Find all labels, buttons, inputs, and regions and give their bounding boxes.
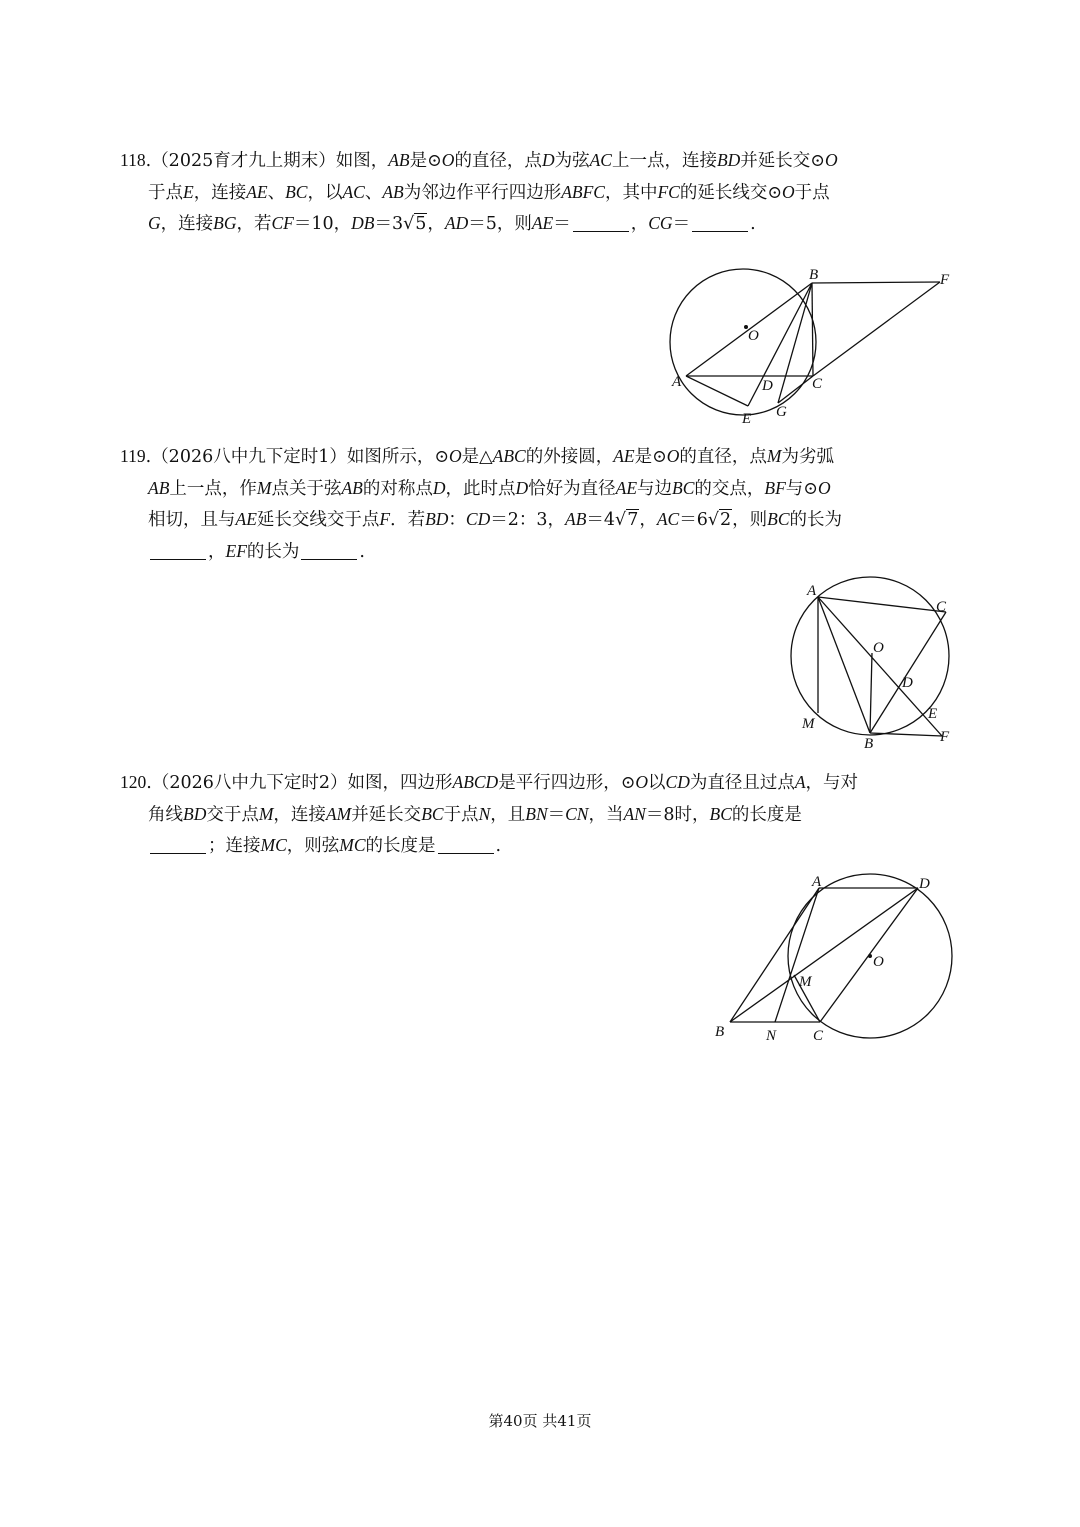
math: AC bbox=[656, 509, 680, 529]
text: 、 bbox=[364, 182, 383, 203]
text: 是平行四边形，⊙ bbox=[498, 773, 636, 793]
math: O bbox=[441, 150, 455, 170]
text: ，若 bbox=[236, 214, 272, 234]
math: M bbox=[258, 803, 274, 824]
segment-af bbox=[818, 597, 942, 736]
text: 角线 bbox=[148, 804, 183, 825]
label-e: E bbox=[928, 706, 938, 722]
radicand: 7 bbox=[627, 510, 639, 530]
label-m: M bbox=[802, 716, 815, 732]
label-a: A bbox=[807, 583, 817, 599]
label-f: F bbox=[940, 729, 950, 745]
segment-bo bbox=[870, 653, 872, 733]
math: AC bbox=[589, 150, 612, 170]
text: ＝10， bbox=[293, 214, 352, 234]
problem-line bbox=[120, 473, 965, 505]
math: DB bbox=[351, 213, 375, 233]
text: ， bbox=[630, 214, 649, 234]
text: ，且 bbox=[490, 804, 526, 825]
segment-an bbox=[775, 888, 819, 1022]
problem-source: （2026八中九下定时1） bbox=[151, 447, 347, 467]
label-o: O bbox=[873, 640, 884, 656]
text: 于点 bbox=[443, 804, 479, 825]
math: BC bbox=[767, 509, 790, 529]
label-c: C bbox=[936, 599, 947, 615]
text: ＝8时， bbox=[645, 804, 710, 825]
text: ，连接 bbox=[273, 804, 326, 825]
radicand: 5 bbox=[415, 214, 427, 234]
math: CF bbox=[271, 213, 294, 233]
text: 以 bbox=[648, 773, 666, 793]
sqrt-symbol: √2 bbox=[707, 510, 732, 530]
math: O bbox=[824, 150, 838, 170]
text: 是⊙ bbox=[634, 447, 667, 467]
math: O bbox=[635, 772, 649, 792]
math: BC bbox=[421, 803, 444, 824]
text: ，与对 bbox=[805, 773, 859, 793]
label-b: B bbox=[864, 736, 874, 752]
text: ＝4 bbox=[586, 510, 616, 530]
text: 的长为 bbox=[789, 510, 843, 530]
label-a: A bbox=[672, 374, 682, 390]
problem-source: （2026八中九下定时2） bbox=[151, 773, 348, 793]
text: 的直径，点 bbox=[454, 151, 542, 171]
math: M bbox=[766, 446, 782, 466]
text: 是△ bbox=[461, 447, 493, 467]
segment-ac bbox=[818, 597, 946, 612]
math: BC bbox=[709, 803, 732, 824]
text: ， bbox=[208, 541, 226, 562]
problem-line: 118.（2025育才九上期末）如图，AB是⊙O的直径，点D为弦AC上一点，连接BD并延长交⊙O bbox=[120, 150, 838, 171]
math: CN bbox=[565, 803, 589, 824]
text: ，其中 bbox=[604, 182, 658, 203]
text: 上一点，连接 bbox=[611, 151, 717, 171]
math: CD bbox=[665, 772, 690, 792]
math: A bbox=[794, 772, 806, 792]
math: G bbox=[148, 213, 161, 233]
text: ＝ bbox=[672, 214, 691, 234]
math: AD bbox=[444, 213, 469, 233]
text: 交于点 bbox=[206, 804, 259, 825]
answer-blank[interactable] bbox=[438, 835, 494, 854]
segment-cg bbox=[778, 376, 813, 403]
label-m: M bbox=[799, 974, 812, 990]
text: 上一点，作 bbox=[169, 478, 257, 499]
segment-be bbox=[748, 283, 812, 406]
math: MC bbox=[260, 835, 287, 855]
math: D bbox=[541, 150, 555, 170]
text: 的长度是 bbox=[731, 804, 802, 825]
text: ，以 bbox=[307, 182, 343, 203]
problem-line bbox=[120, 504, 965, 536]
text: 为直径且过点 bbox=[689, 773, 795, 793]
text: 如图，四边形 bbox=[347, 773, 453, 793]
segment-bc bbox=[812, 283, 813, 376]
math: O bbox=[449, 446, 462, 466]
math: BF bbox=[764, 477, 786, 498]
label-c: C bbox=[813, 1028, 824, 1044]
text: ，则 bbox=[732, 510, 768, 530]
text: 的交点， bbox=[694, 478, 765, 499]
math: BD bbox=[716, 150, 741, 170]
text: 于点 bbox=[794, 182, 830, 203]
text: ，连接 bbox=[193, 182, 247, 203]
text: ＝6 bbox=[679, 510, 708, 530]
math: AB bbox=[388, 150, 410, 170]
math: BD bbox=[425, 509, 449, 529]
problem-number: 120 bbox=[120, 772, 147, 792]
math: BC bbox=[672, 477, 695, 498]
label-d: D bbox=[902, 675, 913, 691]
math: EF bbox=[225, 540, 247, 561]
text: 于点 bbox=[148, 182, 183, 203]
text: 是⊙ bbox=[409, 151, 442, 171]
math: N bbox=[478, 803, 491, 824]
segment-ab bbox=[730, 888, 819, 1022]
segment-fc bbox=[813, 282, 940, 376]
sqrt-symbol: √5 bbox=[403, 214, 427, 234]
label-d: D bbox=[762, 378, 773, 394]
text: ， bbox=[427, 214, 445, 234]
math: AE bbox=[615, 477, 638, 498]
label-b: B bbox=[715, 1024, 725, 1040]
label-e: E bbox=[742, 411, 752, 427]
math: CG bbox=[648, 213, 673, 233]
text: 相切，且与 bbox=[148, 510, 236, 530]
radicand: 2 bbox=[720, 510, 732, 530]
math: AE bbox=[613, 446, 635, 466]
text: . bbox=[750, 214, 756, 234]
problem-line bbox=[120, 830, 965, 862]
text: ；连接 bbox=[208, 836, 261, 856]
circle-o bbox=[670, 267, 819, 415]
math: D bbox=[432, 477, 446, 498]
math: AE bbox=[531, 213, 554, 233]
math: BG bbox=[213, 213, 237, 233]
text: ．若 bbox=[390, 510, 426, 530]
label-o: O bbox=[873, 954, 884, 970]
segment-ae bbox=[686, 376, 748, 406]
label-g: G bbox=[776, 404, 787, 420]
label-n: N bbox=[766, 1028, 777, 1044]
math: O bbox=[817, 477, 831, 498]
answer-blank[interactable] bbox=[301, 541, 357, 560]
text: 延长交线交于点 bbox=[256, 510, 380, 530]
text: 如图所示，⊙ bbox=[346, 447, 450, 467]
problem-line: 119.（2026八中九下定时1）如图所示，⊙O是△ABC的外接圆，AE是⊙O的直径，点M为劣弧 bbox=[120, 446, 834, 467]
text: 为弦 bbox=[554, 151, 590, 171]
label-f: F bbox=[940, 272, 950, 288]
problem-120 bbox=[120, 767, 965, 862]
text: 恰好为直径 bbox=[528, 478, 616, 499]
text: ，连接 bbox=[160, 214, 214, 234]
math: E bbox=[183, 181, 194, 202]
segment-bd bbox=[730, 888, 918, 1022]
math: AB bbox=[148, 477, 170, 498]
math: ABC bbox=[492, 446, 526, 466]
text: ＝3 bbox=[374, 214, 404, 234]
math: CD bbox=[465, 509, 491, 529]
problem-119 bbox=[120, 441, 965, 567]
page-footer: 第40页 共41页 bbox=[488, 1412, 592, 1430]
label-b: B bbox=[809, 267, 819, 283]
math: AB bbox=[565, 509, 587, 529]
segment-ab bbox=[818, 597, 870, 733]
segment-bg bbox=[778, 283, 812, 403]
text: ＝ bbox=[547, 804, 566, 825]
math: AC bbox=[342, 181, 365, 202]
text: 与边 bbox=[637, 478, 673, 499]
text: 、 bbox=[267, 182, 286, 203]
math: ABFC bbox=[561, 181, 605, 202]
math: BD bbox=[183, 803, 207, 824]
text: ，则弦 bbox=[286, 836, 340, 856]
problem-line bbox=[120, 799, 965, 831]
text: ，此时点 bbox=[445, 478, 516, 499]
text: . bbox=[359, 541, 365, 562]
math: O bbox=[782, 181, 795, 202]
text: 与⊙ bbox=[785, 478, 818, 499]
math: D bbox=[515, 477, 529, 498]
math: AE bbox=[246, 181, 268, 202]
text: . bbox=[495, 836, 502, 856]
text: 的对称点 bbox=[362, 478, 433, 499]
text: 为邻边作平行四边形 bbox=[403, 182, 562, 203]
math: ABCD bbox=[452, 772, 499, 792]
problem-line bbox=[120, 536, 965, 568]
sqrt-symbol: √7 bbox=[615, 510, 639, 530]
text: ， bbox=[639, 510, 657, 530]
segment-bf bbox=[812, 282, 940, 283]
text: ＝2：3， bbox=[490, 510, 566, 530]
problem-source: （2025育才九上期末） bbox=[151, 151, 336, 171]
math: AE bbox=[235, 509, 257, 529]
math: AB bbox=[341, 477, 363, 498]
math: MC bbox=[339, 835, 366, 855]
math: FC bbox=[657, 181, 680, 202]
text: 的长度是 bbox=[365, 836, 436, 856]
center-dot bbox=[868, 954, 872, 958]
label-a: A bbox=[812, 874, 822, 890]
label-o: O bbox=[748, 328, 759, 344]
text: ： bbox=[448, 510, 466, 530]
text: ＝5，则 bbox=[468, 214, 532, 234]
math: BC bbox=[285, 181, 308, 202]
problem-number: 118 bbox=[120, 150, 146, 170]
answer-blank[interactable] bbox=[150, 835, 206, 854]
text: 的外接圆， bbox=[525, 447, 614, 467]
text: ，当 bbox=[588, 804, 624, 825]
math: AB bbox=[382, 181, 404, 202]
text: 的长为 bbox=[246, 541, 300, 562]
label-c: C bbox=[812, 376, 823, 392]
answer-blank[interactable] bbox=[150, 541, 206, 560]
problem-line: 120.（2026八中九下定时2）如图，四边形ABCD是平行四边形，⊙O以CD为直径且过点A，与对 bbox=[120, 772, 859, 793]
text: ＝ bbox=[553, 214, 571, 234]
math: BN bbox=[525, 803, 548, 824]
math: F bbox=[379, 509, 391, 529]
text: 并延长交 bbox=[351, 804, 422, 825]
problem-number: 119 bbox=[120, 446, 146, 466]
text: 点关于弦 bbox=[271, 478, 342, 499]
text: 的直径，点 bbox=[679, 447, 767, 467]
math: AM bbox=[325, 803, 352, 824]
math: AN bbox=[623, 803, 646, 824]
text: 的延长线交⊙ bbox=[679, 182, 783, 203]
text: 如图， bbox=[335, 151, 389, 171]
text: 为劣弧 bbox=[781, 447, 834, 467]
label-d: D bbox=[919, 876, 930, 892]
math: M bbox=[256, 477, 272, 498]
math: O bbox=[666, 446, 680, 466]
text: 并延长交⊙ bbox=[740, 151, 825, 171]
